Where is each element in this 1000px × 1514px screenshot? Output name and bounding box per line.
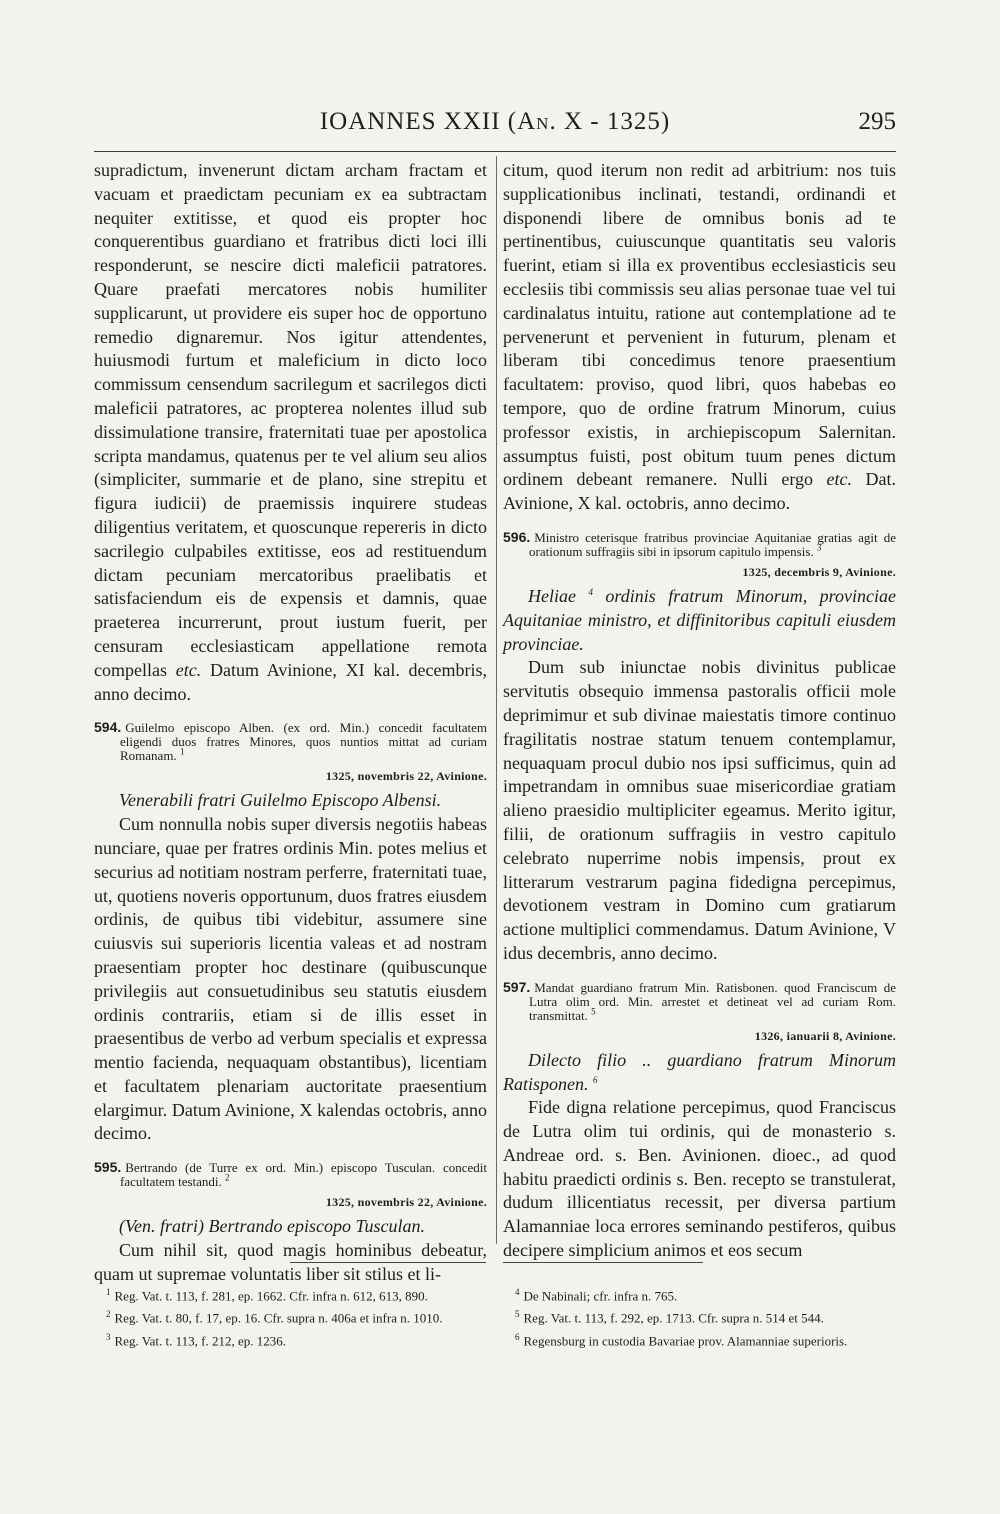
footnote-ref: 1	[179, 747, 185, 757]
continuation-paragraph	[503, 159, 896, 516]
letter-body: Cum nihil sit, quod magis hominibus debeatur, quam ut supremae voluntatis liber sit stilus et li-	[94, 1240, 487, 1284]
continuation-paragraph	[94, 159, 487, 706]
regest-594	[94, 720, 487, 763]
footnote-text: Reg. Vat. t. 113, f. 212, ep. 1236.	[114, 1332, 287, 1348]
regest-597	[503, 980, 896, 1023]
regest-text: Ministro ceterisque fratribus provinciae Aquitaniae gratias agit de orationum suffragiis sibi in ipsorum capitulo impensis.	[529, 529, 896, 559]
footnote-mark: 4	[515, 1287, 520, 1297]
footnote-ref: 6	[593, 1074, 598, 1085]
footnote-rule	[290, 1262, 486, 1263]
running-title-main: IOANNES XXII (A	[319, 108, 537, 135]
right-column	[503, 159, 897, 1261]
addressee: (Ven. fratri) Bertrando episcopo Tusculan.	[119, 1216, 425, 1237]
footnote-text: Regensburg in custodia Bavariae prov. Alamanniae superioris.	[523, 1332, 848, 1348]
etc-abbrev: etc.	[175, 659, 202, 680]
entry-number: 594.	[94, 719, 122, 736]
letter-body: Dum sub iniunctae nobis divinitus publicae servitutis obsequio immensa pastoralis officii mole deprimimur et sub divinae maiestatis timore continuo fragilitatis nostrae statum tenuem contemplamur, nequaquam procul dubio nos ipsi sufficimus, quin ad impetrandam in omnibus suae misericordiae gratiam alieno praesidio multipliciter egeamus. Merito igitur, filii, de orationum suffragiis in vestro capitulo celebrato nuperrime nobis impensis, prout ex litterarum vestrarum pagina fidedigna percepimus, devotionem vestram in Domino cum gratiarum actione multiplici commendamus. Datum Avinione, V idus decembris, anno decimo.	[503, 657, 896, 963]
paragraph-text: citum, quod iterum non redit ad arbitrium: nos tuis supplicationibus inclinati, testandi, ordinandi et disponendi libere de omnibus bonis ad te pertinentibus, cuiuscunque quantitatis seu valoris fuerint, etiam si illa ex proventibus ecclesiasticis seu ecclesiis tibi commissis seu alias personae tuae vel tui cardinalatus intuitu, ratione aut contemplatione ad te pervenerunt et pervenient in futurum, plenam et liberam tibi concedimus tenore praesentium facultatem: proviso, quod libri, quos habebas eo tempore, quo de ordine fratrum Minorum, cuius professor existis, in archiepiscopum Salernitan. assumptus fuisti, post obitum tuum penes dictum ordinem debeant remanere. Nulli ergo	[503, 160, 896, 490]
addressee-rest: ordinis fratrum Minorum, provinciae Aquitaniae ministro, et diffinitoribus capituli eiusdem provinciae.	[503, 585, 896, 654]
regest-596	[503, 530, 896, 559]
footnote	[94, 1284, 489, 1304]
regest-text: Guilelmo episcopo Alben. (ex ord. Min.) concedit facultatem eligendi duos fratres Minores, quos nuntios mittat ad curiam Romanam.	[120, 720, 487, 764]
addressee-name: Heliae	[528, 585, 576, 606]
etc-abbrev: etc.	[826, 469, 853, 490]
footnote-mark: 3	[106, 1331, 111, 1342]
footnote	[503, 1306, 896, 1326]
entry-date: 1325, novembris 22, Avinione.	[325, 769, 487, 784]
column-divider	[496, 156, 497, 1244]
regest-text: Mandat guardiano fratrum Min. Ratisbonen. quod Franciscum de Lutra olim ord. Min. arrestet et detineat vel ad curiam Rom. transmittat.	[529, 979, 896, 1023]
footnote-ref: 2	[225, 1172, 230, 1183]
entry-number: 596.	[503, 528, 531, 545]
addressee: Venerabili fratri Guilelmo Episcopo Albensi.	[119, 790, 442, 811]
page-number: 295	[858, 108, 896, 135]
footnote	[94, 1306, 489, 1326]
footnote-mark: 1	[106, 1287, 111, 1297]
footnote-ref: 3	[816, 542, 822, 553]
entry-date: 1326, ianuarii 8, Avinione.	[754, 1028, 896, 1043]
footnote-text: Reg. Vat. t. 113, f. 292, ep. 1713. Cfr. supra n. 514 et 544.	[523, 1310, 824, 1326]
footnotes-left	[94, 1284, 489, 1351]
addressee-name: Dilecto filio .. guardiano fratrum Minorum Ratisponen.	[503, 1049, 896, 1094]
letter-body: Fide digna relatione percepimus, quod Franciscus de Lutra olim tui ordinis, qui de monasterio s. Andreae ord. s. Ben. Avinionen. dioec., ad quod habitu praedicti ordinis s. Ben. recepto se transtulerat, dudum illicentiatus recessit, per diversa partium Alamanniae loca errores seminando pestiferos, quibus decipere simplicium animos et eos secum	[503, 1097, 896, 1261]
regest-595	[94, 1160, 487, 1189]
footnotes-right	[503, 1284, 896, 1351]
footnote-mark: 6	[515, 1331, 520, 1342]
footnote-text: De Nabinali; cfr. infra n. 765.	[523, 1288, 678, 1304]
footnote-mark: 2	[106, 1309, 111, 1320]
addressee	[503, 1049, 896, 1097]
addressee	[503, 585, 896, 656]
footnote-mark: 5	[515, 1309, 520, 1320]
footnote-rule	[503, 1262, 703, 1263]
footnote	[503, 1329, 896, 1349]
paragraph-text: supradictum, invenerunt dictam archam fractam et vacuam et praedictam pecuniam ex ea subtractam nequiter extitisse, et quod eis propter hoc conquerentibus guardiano et fratribus dicti loci illi responderunt, se nescire dicti maleficii patratores. Quare praefati mercatores nobis humiliter supplicarunt, ut providere eis super hoc de opportuno remedio dignaremur. Nos igitur attendentes, huiusmodi furtum et maleficium in dicto loco commissum censendum sacrilegum et sacrilegos dicti maleficii patratores, ac propterea nolentes illud sub dissimulatione transire, fraternitati tuae per apostolica scripta mandamus, quatenus per te vel alium seu alios (simpliciter, summarie et de plano, sine strepitu et figura iudicii) de praemissis inquirere studeas diligentius veritatem, et quoscunque repereris in dicto sacrilegio culpabiles extitisse, eos ad restituendum dictam pecuniam mercatoribus praelibatis et satisfaciendum eis de expensis et damnis, quae praeterea incurrerunt, prout iustum fuerit, per censuram ecclesiasticam appellatione remota compellas	[94, 160, 487, 680]
page-header	[94, 108, 896, 148]
regest-text: Bertrando (de Turre ex ord. Min.) episcopo Tusculan. concedit facultatem testandi.	[120, 1160, 487, 1190]
entry-number: 597.	[503, 978, 531, 995]
running-title-small: N	[536, 114, 550, 133]
dating-clause: Datum Avinione, XI kal. decembris, anno decimo.	[94, 659, 488, 704]
footnote-ref: 4	[588, 586, 593, 597]
entry-date: 1325, novembris 22, Avinione.	[325, 1195, 487, 1210]
running-title-rest: . X - 1325)	[549, 108, 671, 135]
footnote	[94, 1329, 489, 1349]
letter-body: Cum nonnulla nobis super diversis negotiis habeas nunciare, quae per fratres ordinis Min. potes melius et securius ad notitiam nostram perferre, fraternitati tuae, ut, quotiens noveris opportunum, duos fratres eiusdem ordinis, de quibus tibi videbitur, assumere sine cuiusvis sui superioris licentia valeas et ad nostram praesentiam propter hoc destinare (quibuscunque privilegiis aut consuetudinibus seu statutis eiusdem ordinis contrariis, etiam si de illis esset in praesentibus de verbo ad verbum specialis et expressa mentio facienda, nequaquam obstantibus), licentiam et facultatem plenariam auctoritate praesentium elargimur. Datum Avinione, X kalendas octobris, anno decimo.	[94, 814, 487, 1144]
header-rule	[94, 151, 896, 152]
entry-number: 595.	[94, 1159, 122, 1176]
footnote	[503, 1284, 896, 1304]
footnote-text: Reg. Vat. t. 113, f. 281, ep. 1662. Cfr. infra n. 612, 613, 890.	[114, 1288, 428, 1304]
running-title	[94, 108, 896, 136]
dating-clause: Dat. Avinione, X kal. octobris, anno decimo.	[503, 469, 897, 514]
footnote-text: Reg. Vat. t. 80, f. 17, ep. 16. Cfr. supra n. 406a et infra n. 1010.	[114, 1310, 443, 1326]
footnote-ref: 5	[591, 1006, 596, 1017]
entry-date: 1325, decembris 9, Avinione.	[742, 564, 896, 579]
left-column	[94, 159, 488, 1284]
